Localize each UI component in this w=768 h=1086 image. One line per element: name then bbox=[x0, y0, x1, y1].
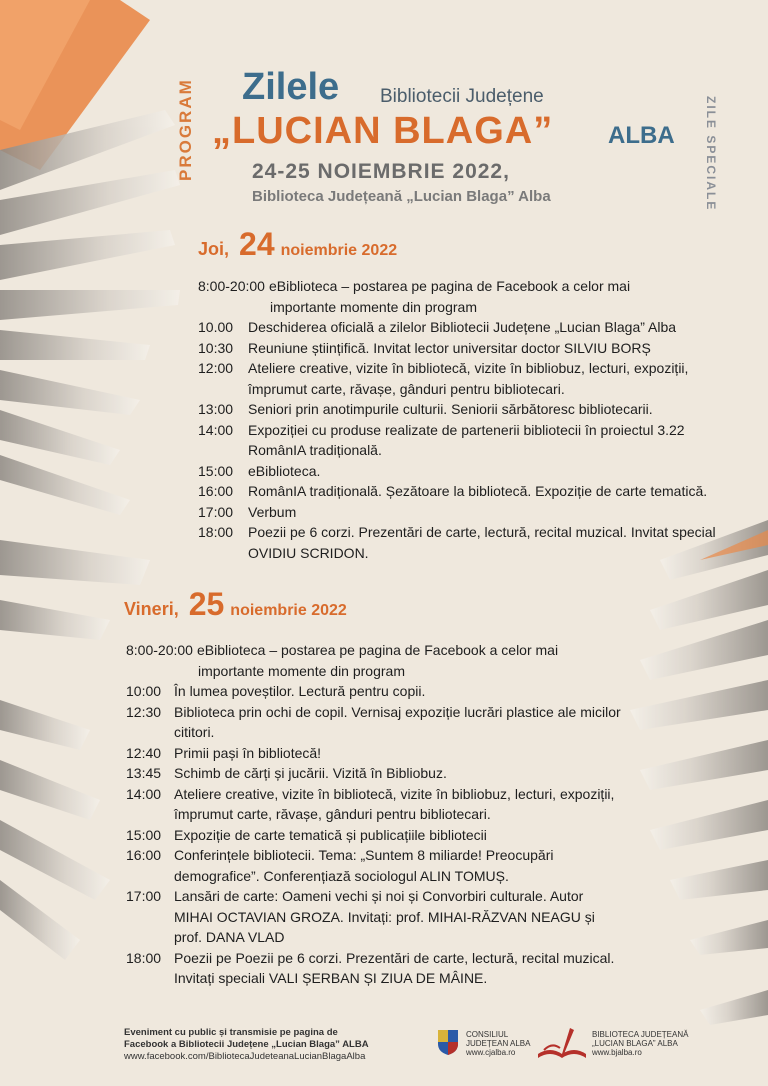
schedule-time: 10.00 bbox=[198, 319, 234, 335]
consiliul-judetean-crest-icon bbox=[436, 1028, 460, 1056]
title-zilele: Zilele bbox=[242, 66, 340, 108]
schedule-text: Schimb de cărți și jucării. Vizită în Bibliobuz. bbox=[174, 765, 447, 781]
schedule-row bbox=[198, 317, 743, 338]
schedule-row bbox=[126, 825, 626, 846]
day1-name: Joi, bbox=[198, 239, 230, 259]
schedule-time: 13:00 bbox=[198, 401, 234, 417]
logo1-line2: JUDEȚEAN ALBA bbox=[466, 1039, 531, 1048]
biblioteca-logo-text bbox=[592, 1030, 688, 1057]
schedule-text-continued: importante momente din program bbox=[198, 662, 405, 679]
day1-heading bbox=[198, 226, 397, 263]
schedule-row bbox=[126, 763, 626, 784]
day2-name: Vineri, bbox=[124, 599, 179, 619]
schedule-time: 12:40 bbox=[126, 744, 162, 761]
title-alba: ALBA bbox=[608, 122, 675, 149]
schedule-text: Poezii pe Poezii pe 6 corzi. Prezentări de carte, lectură, recital muzical. Invitați speciali VALI ȘERBAN ȘI ZIUA DE MÂINE. bbox=[174, 949, 615, 986]
schedule-time: 13:45 bbox=[126, 765, 162, 781]
schedule-text: Expoziției cu produse realizate de partenerii bibliotecii în proiectul 3.22 RomânIA tradițională. bbox=[248, 421, 685, 458]
day1-number: 24 bbox=[239, 226, 275, 262]
logo2-line3: www.bjalba.ro bbox=[592, 1048, 642, 1057]
day2-month: noiembrie 2022 bbox=[230, 602, 347, 619]
schedule-text: Poezii pe 6 corzi. Prezentări de carte, lectură, recital muzical. Invitat special OVIDIU SCRIDON. bbox=[248, 524, 716, 561]
schedule-row bbox=[198, 338, 743, 359]
schedule-time: 12:30 bbox=[126, 703, 162, 720]
event-venue: Biblioteca Județeană „Lucian Blaga” Alba bbox=[252, 188, 551, 205]
schedule-text: Ateliere creative, vizite în bibliotecă, vizite în bibliobuz, lecturi, expoziții, împrumut carte, răvașe, gânduri pentru bibliotecari. bbox=[248, 360, 689, 397]
consiliul-judetean-logo-text bbox=[466, 1030, 530, 1057]
zile-speciale-vertical-label: ZILE SPECIALE bbox=[704, 96, 718, 212]
schedule-time: 18:00 bbox=[126, 949, 162, 966]
schedule-row bbox=[126, 702, 626, 743]
schedule-text: Verbum bbox=[248, 503, 297, 520]
footer-note bbox=[124, 1027, 369, 1063]
program-vertical-label: PROGRAM bbox=[176, 78, 195, 182]
schedule-row bbox=[126, 845, 626, 886]
logo1-line1: CONSILIUL bbox=[466, 1030, 509, 1039]
schedule-row bbox=[126, 640, 626, 661]
schedule-time: 10:00 bbox=[126, 683, 162, 699]
footer-facebook-link[interactable]: www.facebook.com/BibliotecaJudeteanaLucianBlagaAlba bbox=[124, 1051, 366, 1062]
footer-line1: Eveniment cu public și transmisie pe pagina de bbox=[124, 1027, 338, 1038]
schedule-row bbox=[198, 461, 743, 482]
schedule-time: 15:00 bbox=[198, 462, 234, 479]
event-dates: 24-25 NOIEMBRIE 2022, bbox=[252, 160, 510, 183]
schedule-text: Expoziție de carte tematică și publicațiile bibliotecii bbox=[174, 826, 487, 843]
title-lucian-blaga: „LUCIAN BLAGA” bbox=[212, 110, 554, 152]
schedule-row bbox=[126, 784, 626, 825]
schedule-text: Biblioteca prin ochi de copil. Vernisaj expoziție lucrări plastice ale micilor cititori. bbox=[174, 703, 621, 740]
schedule-row bbox=[126, 886, 626, 948]
schedule-row bbox=[198, 481, 743, 502]
schedule-time: 17:00 bbox=[198, 503, 234, 520]
schedule-row bbox=[198, 420, 743, 461]
schedule-time: 10:30 bbox=[198, 339, 234, 356]
day1-month: noiembrie 2022 bbox=[280, 242, 398, 259]
schedule-row bbox=[198, 358, 743, 399]
schedule-time: 15:00 bbox=[126, 826, 162, 843]
day2-schedule bbox=[126, 640, 626, 989]
schedule-time: 16:00 bbox=[126, 847, 162, 863]
day1-schedule bbox=[198, 276, 743, 563]
schedule-text: Primii pași în bibliotecă! bbox=[174, 744, 322, 761]
schedule-text: eBiblioteca. bbox=[248, 462, 321, 479]
schedule-text: Seniori prin anotimpurile culturii. Seniorii sărbătoresc bibliotecarii. bbox=[248, 401, 653, 417]
schedule-time: 8:00-20:00 bbox=[198, 278, 265, 294]
schedule-time: 8:00-20:00 bbox=[126, 642, 193, 658]
schedule-row bbox=[126, 948, 626, 989]
schedule-text: eBiblioteca – postarea pe pagina de Facebook a celor mai bbox=[268, 278, 631, 294]
schedule-text: Ateliere creative, vizite în bibliotecă, vizite în bibliobuz, lecturi, expoziții, împrumut carte, răvașe, gânduri pentru bibliotecari. bbox=[174, 785, 615, 822]
schedule-text: eBiblioteca – postarea pe pagina de Facebook a celor mai bbox=[196, 642, 559, 658]
schedule-text: Lansări de carte: Oameni vechi și noi și Convorbiri culturale. Autor MIHAI OCTAVIAN GROZA. Invitați: prof. MIHAI-RĂZVAN NEAGU și prof. DANA VLAD bbox=[174, 888, 595, 945]
schedule-row bbox=[126, 743, 626, 764]
schedule-text-continued: importante momente din program bbox=[270, 298, 477, 315]
logo1-line3: www.cjalba.ro bbox=[466, 1048, 516, 1057]
schedule-time: 17:00 bbox=[126, 888, 162, 904]
schedule-text: RomânIA tradițională. Șezătoare la bibliotecă. Expoziție de carte tematică. bbox=[248, 483, 708, 499]
logo2-line1: BIBLIOTECA JUDEȚEANĂ bbox=[592, 1030, 689, 1039]
schedule-time: 16:00 bbox=[198, 483, 234, 499]
day2-heading bbox=[124, 586, 347, 623]
schedule-row bbox=[198, 502, 743, 523]
schedule-row bbox=[198, 276, 743, 297]
footer-line2: Facebook a Bibliotecii Județene „Lucian Blaga” ALBA bbox=[124, 1039, 369, 1050]
title-bibliotecii: Bibliotecii Județene bbox=[380, 86, 544, 107]
schedule-row bbox=[198, 399, 743, 420]
schedule-time: 14:00 bbox=[126, 785, 162, 802]
schedule-time: 12:00 bbox=[198, 360, 234, 376]
schedule-text: În lumea poveștilor. Lectură pentru copii. bbox=[174, 683, 426, 699]
schedule-text: Reuniune științifică. Invitat lector universitar doctor SILVIU BORȘ bbox=[248, 339, 651, 356]
logo2-line2: „LUCIAN BLAGA” ALBA bbox=[592, 1039, 678, 1048]
schedule-text: Conferințele bibliotecii. Tema: „Suntem 8 miliarde! Preocupări demografice”. Conferențiază sociologul ALIN TOMUȘ. bbox=[174, 847, 554, 884]
schedule-time: 14:00 bbox=[198, 421, 234, 438]
day2-number: 25 bbox=[188, 586, 225, 622]
schedule-text: Deschiderea oficială a zilelor Bibliotecii Județene „Lucian Blaga” Alba bbox=[248, 319, 677, 335]
schedule-row bbox=[126, 681, 626, 702]
schedule-time: 18:00 bbox=[198, 524, 234, 540]
biblioteca-book-logo-icon bbox=[536, 1024, 588, 1060]
schedule-row bbox=[198, 522, 743, 563]
